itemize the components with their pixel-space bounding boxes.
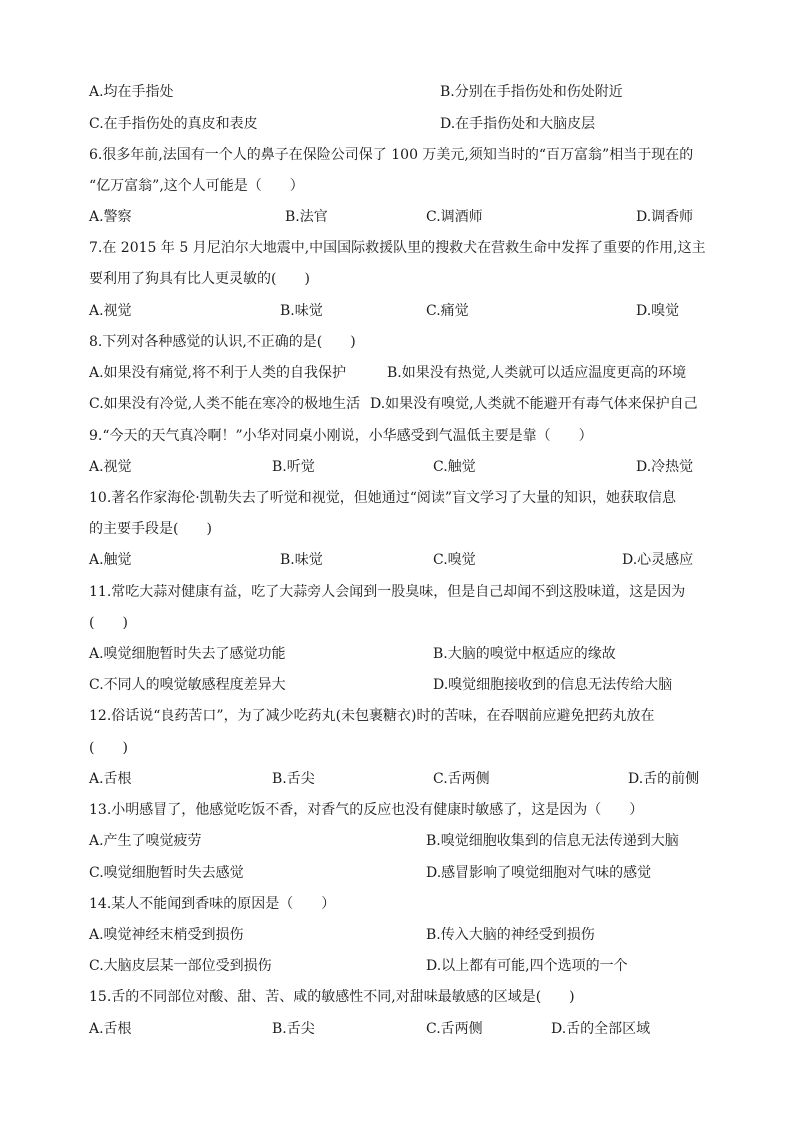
option-b: B.味觉: [280, 552, 323, 568]
answer-options-line: [636, 302, 679, 320]
answer-options-line: [433, 770, 490, 788]
question-text: [89, 583, 685, 601]
answer-options-line: [89, 1020, 132, 1038]
question-text: [89, 177, 304, 195]
option-c: C.触觉: [433, 459, 476, 475]
question-text: [89, 270, 310, 288]
answer-options-line: [636, 208, 693, 226]
option-a: A.视觉: [89, 303, 132, 319]
option-a: A.警察: [89, 209, 132, 225]
option-c: C.在手指伤处的真皮和表皮: [89, 116, 258, 132]
answer-options-line: [89, 645, 286, 663]
option-b: B.嗅觉细胞收集到的信息无法传递到大脑: [426, 833, 679, 849]
answer-options-line: [370, 395, 698, 413]
question-7-text-cont: 要利用了狗具有比人更灵敏的( ): [89, 271, 310, 287]
option-d: D.舌的全部区域: [551, 1021, 651, 1037]
option-d: D.以上都有可能,四个选项的一个: [426, 958, 628, 974]
answer-options-line: [89, 832, 202, 850]
option-d: D.感冒影响了嗅觉细胞对气味的感觉: [426, 865, 652, 881]
answer-options-line: [272, 458, 315, 476]
answer-options-line: [89, 864, 244, 882]
option-b: B.如果没有热觉,人类就可以适应温度更高的环境: [387, 365, 687, 381]
answer-options-line: [89, 458, 132, 476]
answer-options-line: [272, 1020, 315, 1038]
option-a: A.均在手指处: [89, 84, 174, 100]
answer-options-line: [89, 364, 346, 382]
answer-options-line: [426, 1020, 483, 1038]
answer-options-line: [89, 551, 132, 569]
answer-options-line: [89, 395, 360, 413]
answer-options-line: [280, 302, 323, 320]
answer-options-line: [89, 208, 132, 226]
option-b: B.法官: [285, 209, 328, 225]
option-d: D.调香师: [636, 209, 694, 225]
answer-options-line: [89, 302, 132, 320]
answer-options-line: [433, 551, 476, 569]
answer-options-line: [622, 551, 693, 569]
option-d: D.在手指伤处和大脑皮层: [440, 116, 596, 132]
answer-options-line: [440, 83, 623, 101]
question-7-text: 7.在 2015 年 5 月尼泊尔大地震中,中国国际救援队里的搜救犬在营救生命中发挥了重要的作用,这主: [89, 240, 706, 256]
answer-options-line: [285, 208, 328, 226]
option-a: A.舌根: [89, 1021, 132, 1037]
question-12-text: 12.俗话说“良药苦口”，为了减少吃药丸(未包裹糖衣)时的苦味，在吞咽前应避免把药丸放在: [89, 708, 655, 724]
answer-options-line: [636, 458, 693, 476]
answer-options-line: [426, 832, 679, 850]
option-d: D.冷热觉: [636, 459, 694, 475]
question-10-text: 10.著名作家海伦·凯勒失去了听觉和视觉，但她通过“阅读”盲文学习了大量的知识，她获取信息: [89, 490, 677, 506]
option-c: C.不同人的嗅觉敏感程度差异大: [89, 677, 286, 693]
option-d: D.嗅觉细胞接收到的信息无法传给大脑: [433, 677, 673, 693]
option-c: C.大脑皮层某一部位受到损伤: [89, 958, 272, 974]
option-a: A.嗅觉神经末梢受到损伤: [89, 927, 244, 943]
question-12-text-cont: ( ): [89, 740, 128, 756]
answer-options-line: [89, 926, 244, 944]
question-14-text: 14.某人不能闻到香味的原因是（ ）: [89, 896, 336, 912]
question-text: [89, 239, 706, 257]
question-text: [89, 333, 356, 351]
answer-options-line: [426, 864, 651, 882]
question-text: [89, 801, 643, 819]
option-a: A.触觉: [89, 552, 132, 568]
question-text: [89, 427, 593, 445]
option-b: B.听觉: [272, 459, 315, 475]
question-11-text-cont: ( ): [89, 615, 128, 631]
option-b: B.传入大脑的神经受到损伤: [426, 927, 595, 943]
question-text: [89, 614, 128, 632]
answer-options-line: [280, 551, 323, 569]
option-b: B.分别在手指伤处和伤处附近: [440, 84, 623, 100]
option-c: C.嗅觉细胞暂时失去感觉: [89, 865, 244, 881]
option-b: B.大脑的嗅觉中枢适应的缘故: [433, 646, 616, 662]
option-a: A.嗅觉细胞暂时失去了感觉功能: [89, 646, 286, 662]
question-9-text: 9.“今天的天气真冷啊！”小华对同桌小刚说，小华感受到气温低主要是靠（ ）: [89, 428, 593, 444]
answer-options-line: [426, 208, 483, 226]
answer-options-line: [426, 926, 595, 944]
answer-options-line: [426, 957, 628, 975]
question-6-text-cont: “亿万富翁”,这个人可能是（ ）: [89, 178, 304, 194]
answer-options-line: [89, 83, 174, 101]
question-13-text: 13.小明感冒了，他感觉吃饭不香，对香气的反应也没有健康时敏感了，这是因为（ ）: [89, 802, 644, 818]
question-text: [89, 895, 335, 913]
question-text: [89, 707, 655, 725]
option-a: A.舌根: [89, 771, 132, 787]
option-b: B.舌尖: [272, 1021, 315, 1037]
question-6-text: 6.很多年前,法国有一个人的鼻子在保险公司保了 100 万美元,须知当时的“百万富翁”相当于现在的: [89, 147, 694, 163]
question-8-text: 8.下列对各种感觉的认识,不正确的是( ): [89, 334, 356, 350]
option-d: D.舌的前侧: [628, 771, 700, 787]
option-a: A.产生了嗅觉疲劳: [89, 833, 202, 849]
question-text: [89, 988, 575, 1006]
answer-options-line: [433, 676, 672, 694]
option-c: C.舌两侧: [426, 1021, 483, 1037]
option-b: B.味觉: [280, 303, 323, 319]
question-15-text: 15.舌的不同部位对酸、甜、苦、咸的敏感性不同,对甜味最敏感的区域是( ): [89, 989, 575, 1005]
answer-options-line: [89, 115, 258, 133]
question-text: [89, 489, 676, 507]
option-b: B.舌尖: [272, 771, 315, 787]
question-text: [89, 739, 128, 757]
answer-options-line: [426, 302, 469, 320]
option-a: A.视觉: [89, 459, 132, 475]
option-a: A.如果没有痛觉,将不利于人类的自我保护: [89, 365, 347, 381]
answer-options-line: [440, 115, 595, 133]
answer-options-line: [272, 770, 315, 788]
option-c: C.痛觉: [426, 303, 469, 319]
answer-options-line: [89, 957, 272, 975]
option-d: D.嗅觉: [636, 303, 680, 319]
answer-options-line: [387, 364, 686, 382]
question-text: [89, 146, 693, 164]
option-d: D.心灵感应: [622, 552, 694, 568]
question-11-text: 11.常吃大蒜对健康有益，吃了大蒜旁人会闻到一股臭味，但是自己却闻不到这股味道，这是因为: [89, 584, 686, 600]
option-c: C.嗅觉: [433, 552, 476, 568]
answer-options-line: [433, 645, 616, 663]
option-c: C.如果没有冷觉,人类不能在寒冷的极地生活: [89, 396, 361, 412]
answer-options-line: [89, 770, 132, 788]
question-text: [89, 520, 212, 538]
answer-options-line: [628, 770, 699, 788]
option-c: C.舌两侧: [433, 771, 490, 787]
question-10-text-cont: 的主要手段是( ): [89, 521, 212, 537]
option-d: D.如果没有嗅觉,人类就不能避开有毒气体来保护自己: [370, 396, 698, 412]
answer-options-line: [433, 458, 476, 476]
answer-options-line: [551, 1020, 650, 1038]
answer-options-line: [89, 676, 286, 694]
option-c: C.调酒师: [426, 209, 483, 225]
